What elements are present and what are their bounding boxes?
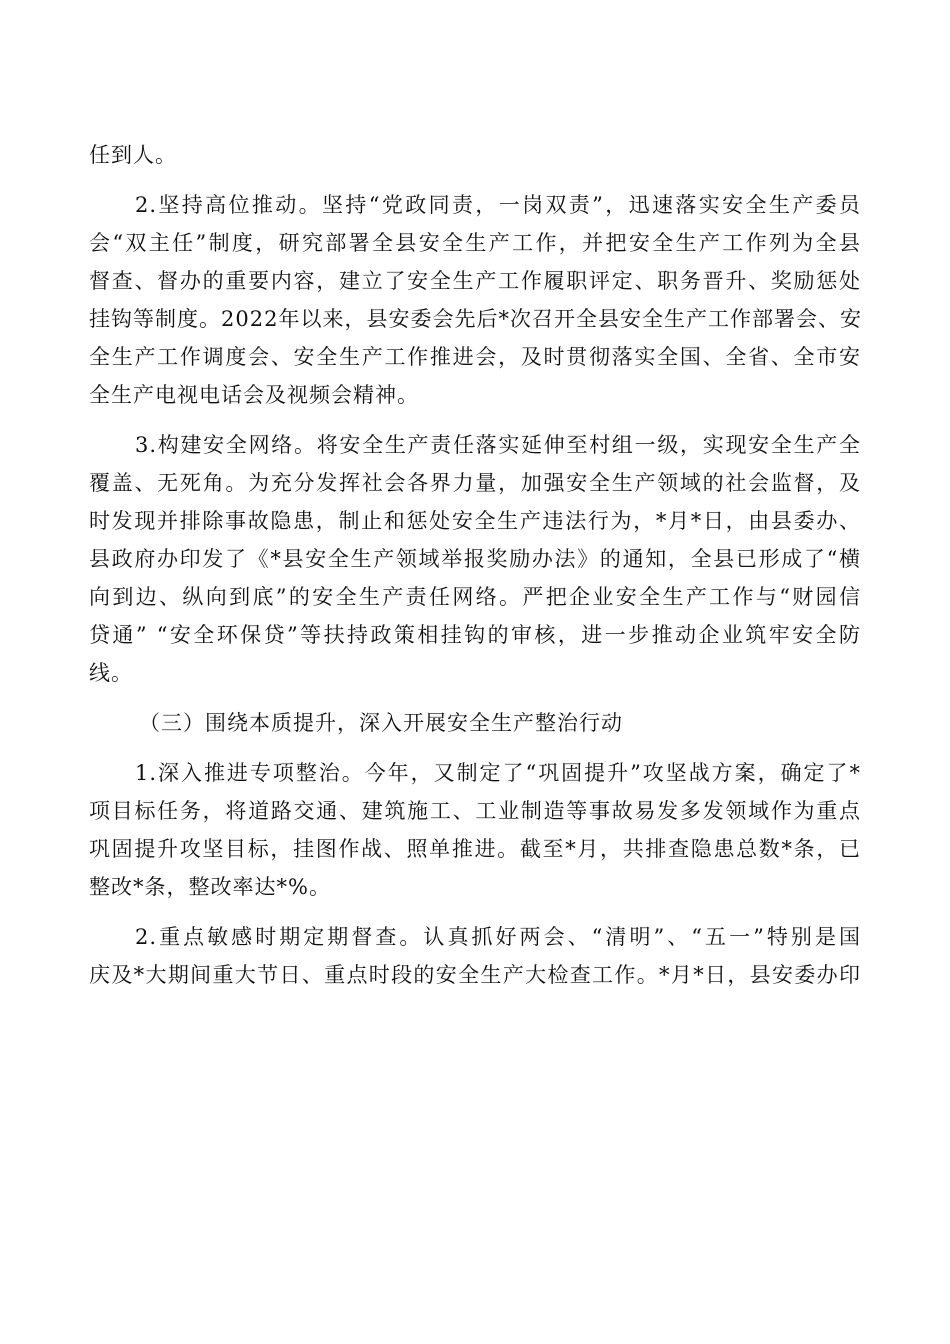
paragraph-gap bbox=[89, 742, 861, 754]
text-line: 2.坚持高位推动。坚持“党政同责，一岗双责”，迅速落实安全生产委员 bbox=[135, 193, 861, 217]
document-body bbox=[89, 136, 861, 994]
text-line: 贷通” “安全环保贷”等扶持政策相挂钩的审核，进一步推动企业筑牢安全防 bbox=[89, 623, 861, 647]
text-line: 县政府办印发了《*县安全生产领域举报奖励办法》的通知，全县已形成了“横 bbox=[89, 547, 861, 571]
paragraph-gap bbox=[89, 692, 861, 704]
text-line: 挂钩等制度。2022年以来，县安委会先后*次召开全县安全生产工作部署会、安 bbox=[89, 307, 862, 331]
text-line: 2.重点敏感时期定期督查。认真抓好两会、“清明”、“五一”特别是国 bbox=[135, 925, 861, 949]
text-line: 线。 bbox=[89, 661, 133, 685]
paragraph-safety-network bbox=[89, 426, 861, 692]
text-line: 庆及*大期间重大节日、重点时段的安全生产大检查工作。*月*日，县安委办印 bbox=[89, 963, 861, 987]
paragraph-special-rectification bbox=[89, 754, 861, 906]
section-heading: （三）围绕本质提升，深入开展安全生产整治行动 bbox=[139, 711, 623, 735]
text-line: 向到边、纵向到底”的安全生产责任网络。严把企业安全生产工作与“财园信 bbox=[89, 585, 861, 609]
text-line: 覆盖、无死角。为充分发挥社会各界力量，加强安全生产领域的社会监督，及 bbox=[89, 471, 861, 495]
text-line: 整改*条，整改率达*%。 bbox=[89, 875, 331, 899]
text-line: 巩固提升攻坚目标，挂图作战、照单推进。截至*月，共排查隐患总数*条，已 bbox=[89, 837, 861, 861]
paragraph-continuation bbox=[89, 136, 861, 174]
text-line: 项目标任务，将道路交通、建筑施工、工业制造等事故易发多发领域作为重点 bbox=[89, 799, 861, 823]
text-line: 3.构建安全网络。将安全生产责任落实延伸至村组一级，实现安全生产全 bbox=[135, 433, 861, 457]
paragraph-high-level-promotion bbox=[89, 186, 861, 414]
paragraph-sensitive-period-inspection bbox=[89, 918, 861, 994]
text-line: 任到人。 bbox=[89, 143, 177, 167]
text-line: 时发现并排除事故隐患，制止和惩处安全生产违法行为，*月*日，由县委办、 bbox=[89, 509, 861, 533]
paragraph-gap bbox=[89, 906, 861, 918]
text-line: 全生产工作调度会、安全生产工作推进会，及时贯彻落实全国、全省、全市安 bbox=[89, 345, 861, 369]
section-heading-three bbox=[89, 704, 861, 742]
text-line: 会“双主任”制度，研究部署全县安全生产工作，并把安全生产工作列为全县 bbox=[89, 231, 861, 255]
paragraph-gap bbox=[89, 174, 861, 186]
text-line: 督查、督办的重要内容，建立了安全生产工作履职评定、职务晋升、奖励惩处 bbox=[89, 269, 861, 293]
text-line: 1.深入推进专项整治。今年，又制定了“巩固提升”攻坚战方案，确定了* bbox=[135, 761, 861, 785]
text-line: 全生产电视电话会及视频会精神。 bbox=[89, 383, 419, 407]
paragraph-gap bbox=[89, 414, 861, 426]
